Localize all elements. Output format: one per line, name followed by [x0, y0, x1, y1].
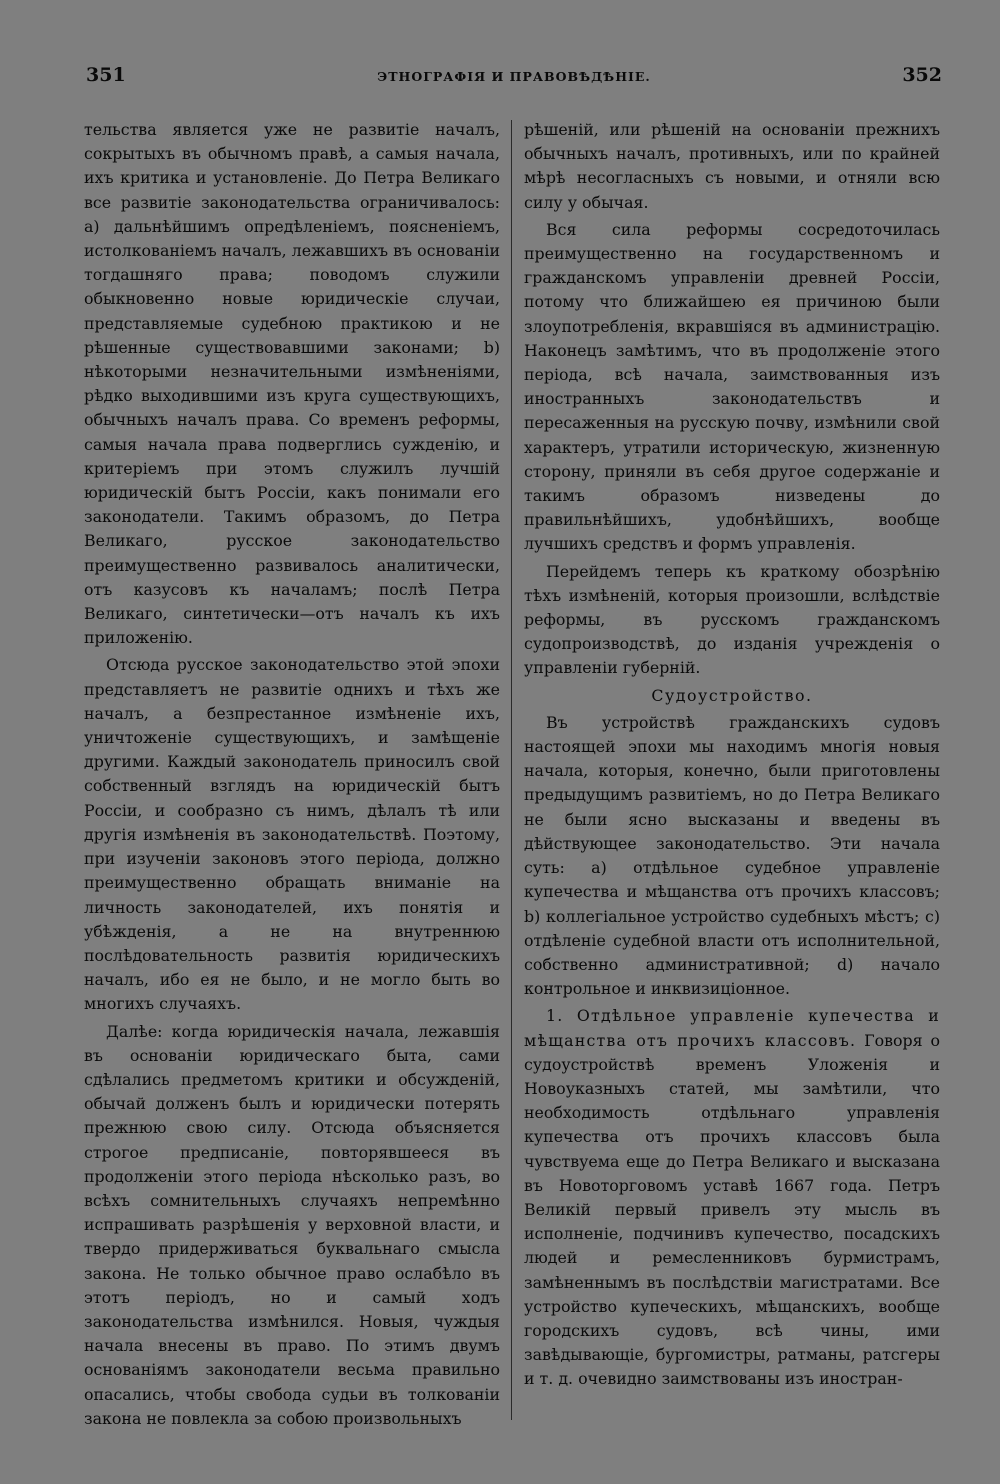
page-number-right: 352 — [902, 64, 942, 86]
running-title: ЭТНОГРАФІЯ И ПРАВОВѢДѢНІЕ. — [377, 69, 651, 84]
right-paragraph-4: Въ устройствѣ гражданскихъ судовъ настоящей эпохи мы находимъ многія новыя начала, которыя, конечно, были приготовлены предыдущимъ развитіемъ, но до Петра Великаго не были ясно высказаны и введены въ дѣйствующее законодательство. Эти начала суть: a) отдѣльное судебное управленіе купечества и мѣщанства отъ прочихъ классовъ; b) коллегіальное устройство судебныхъ мѣстъ; c) отдѣленіе судебной власти отъ исполнительной, собственно административной; d) начало контрольное и инквизиціонное. — [524, 712, 940, 999]
right-paragraph-5-text: Говоря о судоустройствѣ временъ Уложенія и Новоуказныхъ статей, мы замѣтили, что необходимость отдѣльнаго управленія купечества отъ прочихъ классовъ была чувствуема еще до Петра Великаго и высказана въ Новоторговомъ уставѣ 1667 года. Петръ Великій первый привелъ эту мысль въ исполненіе, подчинивъ купечество, посадскихъ людей и ремесленниковъ бурмистрамъ, замѣненнымъ въ послѣдствіи магистратами. Все устройство купеческихъ, мѣщанскихъ, вообще городскихъ судовъ, всѣ чины, ими завѣдывающіе, бургомистры, ратманы, ратсгеры и т. д. очевидно заимствованы изъ иностран- — [524, 1030, 940, 1389]
right-paragraph-5 — [524, 1004, 940, 1391]
section-title: Судоустройство. — [651, 685, 813, 705]
column-divider — [511, 120, 512, 1420]
left-paragraph-2: Отсюда русское законодательство этой эпохи представляетъ не развитіе однихъ и тѣхъ же началъ, а безпрестанное измѣненіе ихъ, уничтоженіе существующихъ, и замѣщеніе другими. Каждый законодатель приносилъ свой собственный взглядъ на юридическій бытъ Россіи, и сообразно съ нимъ, дѣлалъ тѣ или другія измѣненія въ законодательствѣ. Поэтому, при изученіи законовъ этого періода, должно преимущественно обращать вниманіе на личность законодателей, ихъ понятія и убѣжденія, а не на внутреннюю послѣдовательность развитія юридическихъ началъ, ибо ея не было, и не могло быть во многихъ случаяхъ. — [84, 655, 500, 1014]
page-header — [86, 64, 942, 94]
right-paragraph-3: Перейдемъ теперь къ краткому обозрѣнію тѣхъ измѣненій, которыя произошли, вслѣдствіе реформы, въ русскомъ гражданскомъ судопроизводствѣ, до изданія учрежденія о управленіи губерній. — [524, 561, 940, 678]
page-number-left: 351 — [86, 64, 126, 86]
right-paragraph-2: Вся сила реформы сосредоточилась преимущественно на государственномъ и гражданскомъ управленіи древней Россіи, потому что ближайшею ея причиною были злоупотребленія, вкравшіяся въ администрацію. Наконецъ замѣтимъ, что въ продолженіе этого періода, всѣ начала, заимствованныя изъ иностранныхъ законодательствъ и пересаженныя на русскую почву, измѣнили свой характеръ, утратили историческую, жизненную сторону, приняли въ себя другое содержаніе и такимъ образомъ низведены до правильнѣйшихъ, удобнѣйшихъ, вообще лучшихъ средствъ и формъ управленія. — [524, 219, 940, 554]
left-paragraph-3: Далѣе: когда юридическія начала, лежавшія въ основаніи юридическаго быта, сами сдѣлались предметомъ критики и обсужденій, обычай долженъ былъ и юридически потерять прежнюю свою силу. Отсюда объясняется строгое предписаніе, повторявшееся въ продолженіи этого періода нѣсколько разъ, во всѣхъ сомнительныхъ случаяхъ непремѣнно испрашивать разрѣшенія у верховной власти, и твердо придерживаться буквальнаго смысла закона. Не только обычное право ослабѣло въ этотъ періодъ, но и самый ходъ законодательства измѣнился. Новыя, чуждыя начала внесены въ право. По этимъ двумъ основаніямъ законодатели весьма правильно опасались, чтобы свобода судьи въ толкованіи закона не повлекла за собою произвольныхъ — [84, 1021, 500, 1428]
left-column — [84, 118, 500, 1431]
subsection-heading: 1. Отдѣльное управленіе купечества и мѣщанства отъ прочихъ классовъ. — [524, 1006, 940, 1050]
right-column — [524, 118, 940, 1392]
right-paragraph-1: рѣшеній, или рѣшеній на основаніи прежнихъ обычныхъ началъ, противныхъ, или по крайней мѣрѣ несогласныхъ съ новыми, и отняли всю силу у обычая. — [524, 120, 940, 212]
left-paragraph-1: тельства является уже не развитіе началъ, сокрытыхъ въ обычномъ правѣ, а самыя начала, ихъ критика и установленіе. До Петра Великаго все развитіе законодательства ограничивалось: a) дальнѣйшимъ опредѣленіемъ, поясненіемъ, истолкованіемъ началъ, лежавшихъ въ основаніи тогдашняго права; поводомъ служили обыкновенно новые юридическіе случаи, представляемые судебною практикою и не рѣшенные существовавшими законами; b) нѣкоторыми незначительными измѣненіями, рѣдко выходившими изъ круга существующихъ, обычныхъ началъ права. Со временъ реформы, самыя начала права подверглись сужденію, и критеріемъ при этомъ служилъ лучшій юридическій бытъ Россіи, какъ понимали его законодатели. Такимъ образомъ, до Петра Великаго, русское законодательство преимущественно развивалось аналитически, отъ казусовъ къ началамъ; послѣ Петра Великаго, синтетически—отъ началъ къ ихъ приложенію. — [84, 120, 500, 648]
